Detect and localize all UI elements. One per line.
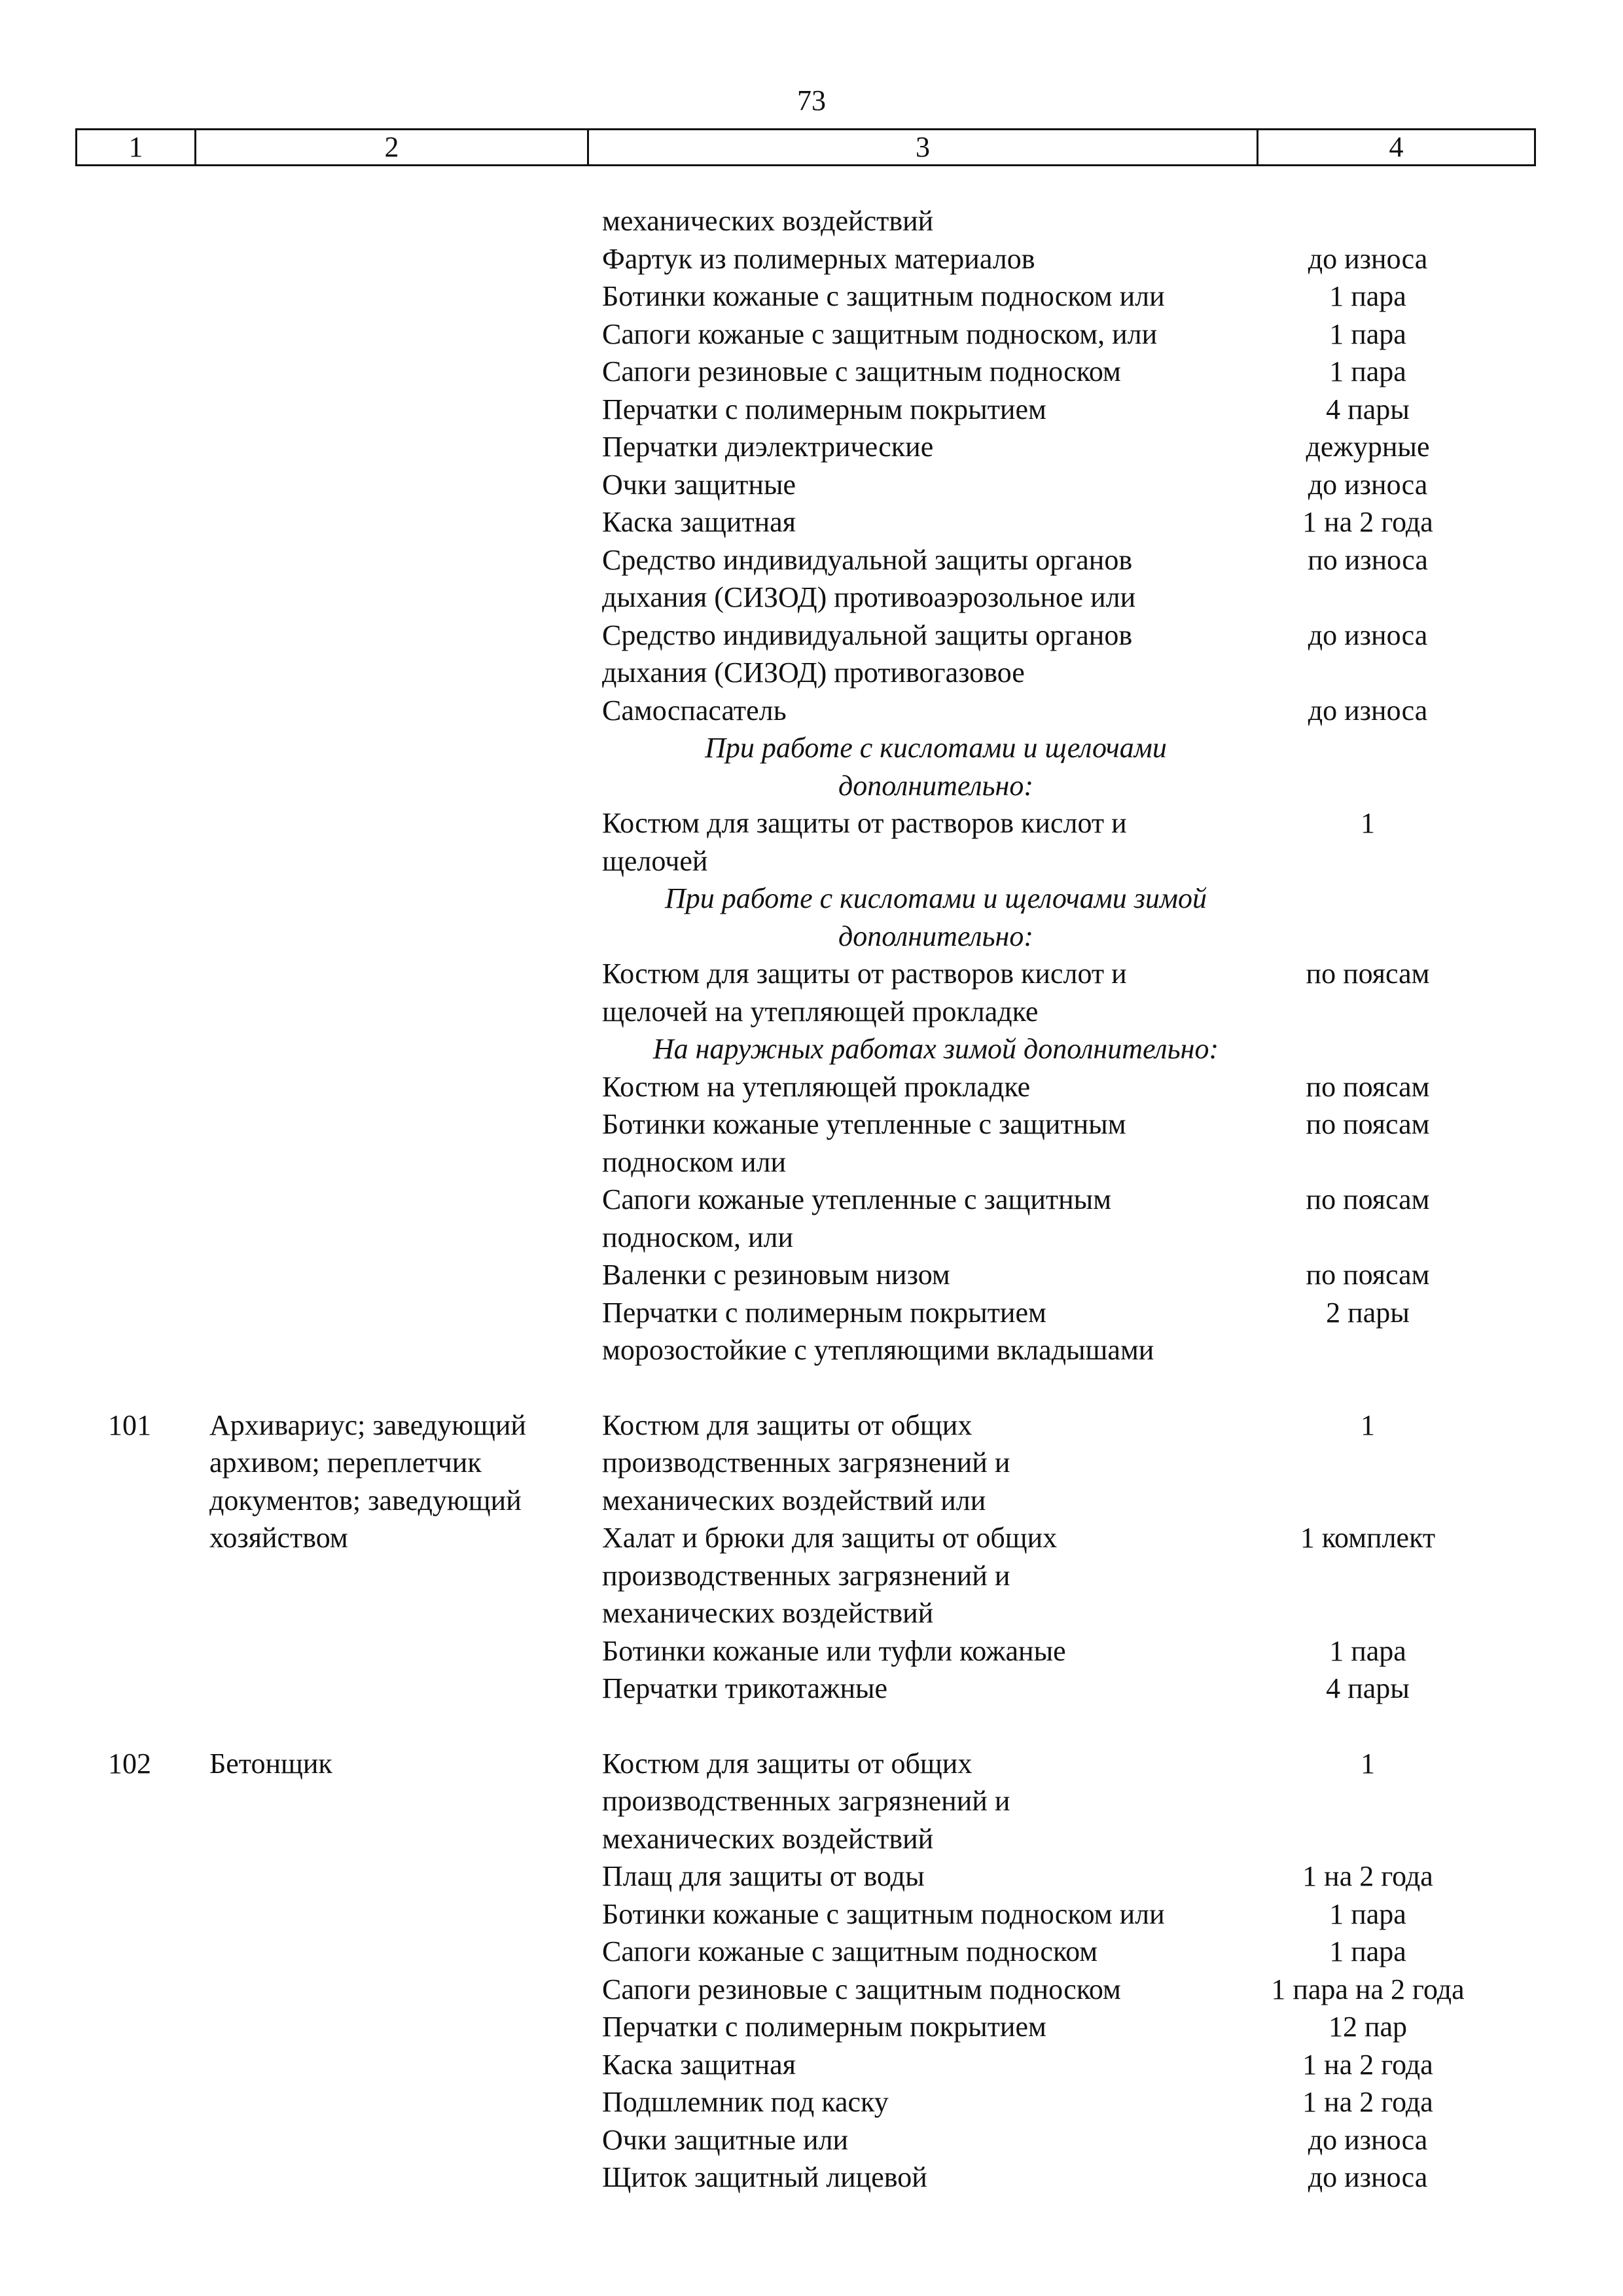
ppe-item: Костюм для защиты от растворов кислот и [602,807,1127,839]
ppe-item: Ботинки кожаные с защитным подноском или [602,1897,1165,1930]
issue-norm: 1 на 2 года [1302,2048,1433,2081]
table-row [0,541,1623,579]
table-row [0,1557,1623,1595]
table-row [0,1594,1623,1632]
table-row [0,1143,1623,1181]
table-row [0,804,1623,842]
ppe-item: щелочей [602,844,708,877]
issue-norm: до износа [1308,468,1428,501]
table-row [0,1782,1623,1820]
ppe-item: Сапоги кожаные с защитным подноском [602,1935,1098,1967]
ppe-item: Средство индивидуальной защиты органов [602,543,1133,576]
issue-norm: 1 комплект [1300,1522,1436,1554]
issue-norm: по поясам [1306,1108,1430,1140]
table-row [0,1519,1623,1557]
ppe-item: Перчатки трикотажные [602,1672,888,1704]
table-row [0,1444,1623,1482]
ppe-item: Костюм для защиты от общих [602,1408,972,1441]
header-col-4: 4 [1389,131,1404,163]
issue-norm: 4 пары [1326,1672,1410,1704]
table-row [0,1105,1623,1143]
table-row [0,880,1623,918]
ppe-item: Ботинки кожаные или туфли кожаные [602,1634,1066,1667]
subheading: При работе с кислотами и щелочами [705,732,1167,764]
issue-norm: до износа [1308,694,1428,726]
table-row [0,1219,1623,1257]
ppe-item: Плащ для защиты от воды [602,1860,925,1892]
table-row [0,1857,1623,1895]
issue-norm: 2 пары [1326,1296,1410,1329]
row-number: 102 [108,1747,151,1780]
table-row [0,240,1623,278]
row-number: 101 [108,1408,151,1441]
table-row [0,1407,1623,1444]
ppe-item: Ботинки кожаные утепленные с защитным [602,1108,1126,1140]
issue-norm: до износа [1308,242,1428,275]
header-col-3: 3 [589,130,1258,164]
table-row [0,315,1623,353]
table-row [0,2159,1623,2197]
issue-norm: 1 пара [1329,1634,1406,1667]
table-row [0,428,1623,466]
ppe-item: Каска защитная [602,2048,796,2081]
ppe-item: Костюм для защиты от общих [602,1747,972,1780]
table-row [0,955,1623,993]
table-row [0,993,1623,1031]
profession: Архивариус; заведующий [209,1408,526,1441]
profession: архивом; переплетчик [209,1446,482,1479]
issue-norm: по поясам [1306,1070,1430,1103]
ppe-item: механических воздействий [602,1597,934,1629]
ppe-item: Перчатки с полимерным покрытием [602,1296,1046,1329]
issue-norm: 1 пара [1329,1935,1406,1967]
table-row [0,2083,1623,2121]
subheading: дополнительно: [838,769,1034,802]
table-row [0,692,1623,730]
ppe-item: Подшлемник под каску [602,2086,889,2118]
table-row [0,1482,1623,1520]
ppe-item: механических воздействий [602,1822,934,1855]
issue-norm: 1 на 2 года [1302,2086,1433,2118]
subheading: На наружных работах зимой дополнительно: [652,1033,1219,1065]
issue-norm: по поясам [1306,1259,1430,1291]
table-row [0,654,1623,692]
table-row [0,579,1623,617]
table-row [0,503,1623,541]
issue-norm: по поясам [1306,1183,1430,1215]
table-row [0,729,1623,767]
issue-norm: до износа [1308,2161,1428,2193]
ppe-item: подноском или [602,1145,787,1178]
ppe-item: производственных загрязнений и [602,1559,1010,1592]
table-row [0,767,1623,805]
ppe-item: дыхания (СИЗОД) противоаэрозольное или [602,581,1136,613]
table-row [0,2008,1623,2046]
ppe-item: морозостойкие с утепляющими вкладышами [602,1334,1154,1366]
issue-norm: 1 пара [1329,355,1406,387]
profession: Бетонщик [209,1747,332,1780]
ppe-item: Перчатки с полимерным покрытием [602,393,1046,425]
ppe-item: производственных загрязнений и [602,1785,1010,1817]
row-spacer [0,1369,1623,1407]
ppe-item: Самоспасатель [602,694,787,726]
ppe-item: Халат и брюки для защиты от общих [602,1522,1058,1554]
table-row [0,202,1623,240]
table-row [0,1933,1623,1971]
issue-norm: 1 [1361,807,1375,839]
header-col-2: 2 [196,130,589,164]
issue-norm: 1 пара [1329,317,1406,350]
table-row [0,2121,1623,2159]
table-row [0,278,1623,315]
issue-norm: по износа [1308,543,1428,576]
issue-norm: 4 пары [1326,393,1410,425]
ppe-item: подноском, или [602,1221,794,1253]
issue-norm: до износа [1308,2123,1428,2156]
issue-norm: 12 пар [1328,2011,1408,2043]
ppe-item: Сапоги резиновые с защитным подноском [602,1973,1121,2005]
issue-norm: дежурные [1306,431,1430,463]
table-row [0,1068,1623,1106]
issue-norm: 1 на 2 года [1302,1860,1433,1892]
profession: документов; заведующий [209,1484,522,1516]
ppe-item: Средство индивидуальной защиты органов [602,619,1133,651]
table-row [0,842,1623,880]
table-row [0,617,1623,655]
issue-norm: 1 [1361,1408,1375,1441]
ppe-item: Каска защитная [602,506,796,538]
ppe-item: Фартук из полимерных материалов [602,242,1035,275]
header-col-1: 1 [77,130,196,164]
table-row [0,918,1623,956]
ppe-item: Перчатки диэлектрические [602,431,934,463]
issue-norm: до износа [1308,619,1428,651]
table-row [0,1745,1623,1783]
ppe-item: Костюм на утепляющей прокладке [602,1070,1031,1103]
ppe-item: производственных загрязнений и [602,1446,1010,1479]
page-number: 73 [797,84,826,117]
subheading: дополнительно: [838,920,1034,952]
subheading: При работе с кислотами и щелочами зимой [664,882,1207,914]
table-row [0,1294,1623,1332]
table-row [0,1256,1623,1294]
table-row [0,1895,1623,1933]
table-row [0,1971,1623,2009]
ppe-item: Костюм для защиты от растворов кислот и [602,958,1127,990]
table-row [0,353,1623,391]
issue-norm: 1 на 2 года [1302,506,1433,538]
issue-norm: 1 пара [1329,1897,1406,1930]
ppe-item: дыхания (СИЗОД) противогазовое [602,656,1025,689]
ppe-item: механических воздействий [602,205,934,237]
ppe-item: Ботинки кожаные с защитным подноском или [602,280,1165,312]
ppe-item: Перчатки с полимерным покрытием [602,2011,1046,2043]
issue-norm: 1 пара на 2 года [1271,1973,1465,2005]
ppe-item: Очки защитные или [602,2123,849,2156]
ppe-item: Щиток защитный лицевой [602,2161,927,2193]
table-row [0,2046,1623,2084]
table-header [75,128,1536,166]
ppe-item: механических воздействий или [602,1484,986,1516]
table-row [0,1331,1623,1369]
ppe-item: Сапоги резиновые с защитным подноском [602,355,1121,387]
ppe-item: Очки защитные [602,468,796,501]
ppe-item: Валенки с резиновым низом [602,1259,950,1291]
issue-norm: 1 [1361,1747,1375,1780]
table-row [0,1670,1623,1708]
table-row [0,1820,1623,1858]
ppe-item: Сапоги кожаные утепленные с защитным [602,1183,1112,1215]
table-row [0,466,1623,504]
table-row [0,1030,1623,1068]
table-body [0,202,1623,2197]
ppe-item: щелочей на утепляющей прокладке [602,995,1039,1028]
profession: хозяйством [209,1522,348,1554]
issue-norm: 1 пара [1329,280,1406,312]
issue-norm: по поясам [1306,958,1430,990]
row-spacer [0,1708,1623,1745]
ppe-item: Сапоги кожаные с защитным подноском, или [602,317,1158,350]
table-row [0,1632,1623,1670]
table-row [0,391,1623,429]
table-row [0,1181,1623,1219]
